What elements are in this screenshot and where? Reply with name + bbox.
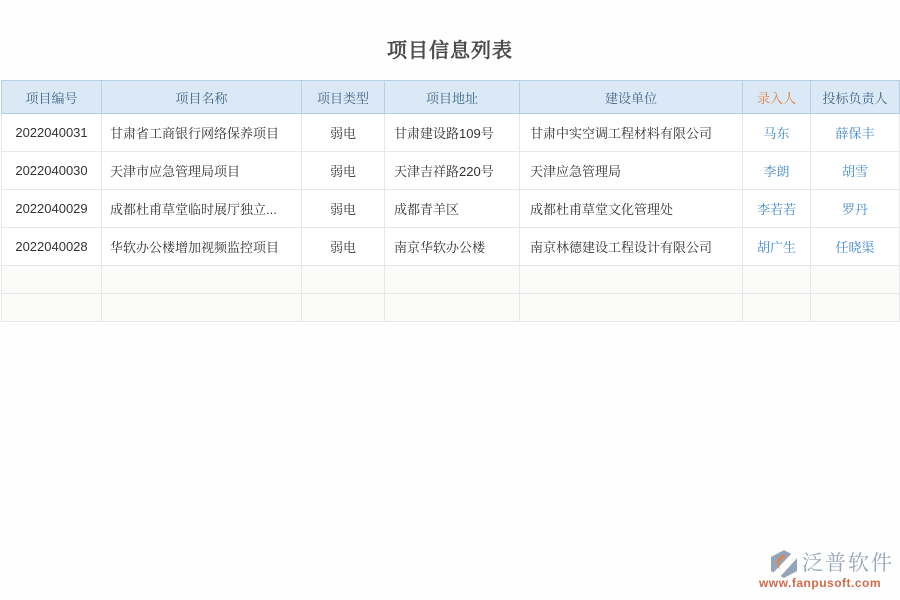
- col-header-bid-manager: 投标负责人: [811, 81, 900, 114]
- recorder-link[interactable]: 李若若: [756, 202, 796, 217]
- project-name-cell: 华软办公楼增加视频监控项目: [102, 228, 302, 266]
- project-type-cell: 弱电: [302, 152, 385, 190]
- project-address-cell: 天津吉祥路220号: [385, 152, 520, 190]
- construction-unit-cell: 甘肃中实空调工程材料有限公司: [520, 114, 743, 152]
- bid-manager-link[interactable]: 任晓渠: [835, 240, 875, 255]
- table-header-row: [2, 81, 900, 114]
- project-name-cell: 天津市应急管理局项目: [102, 152, 302, 190]
- project-no-cell: 2022040031: [2, 114, 102, 152]
- brand-name: 泛普软件: [802, 552, 894, 575]
- construction-unit-cell: 天津应急管理局: [520, 152, 743, 190]
- construction-unit-cell: 南京林德建设工程设计有限公司: [520, 228, 743, 266]
- col-header-project-address: 项目地址: [385, 81, 520, 114]
- project-info-table: [1, 80, 900, 322]
- table-row[interactable]: [2, 190, 900, 228]
- construction-unit-cell: 成都杜甫草堂文化管理处: [520, 190, 743, 228]
- project-type-cell: 弱电: [302, 228, 385, 266]
- col-header-construction-unit: 建设单位: [520, 81, 743, 114]
- recorder-link[interactable]: 马东: [763, 126, 790, 141]
- project-address-cell: 成都青羊区: [385, 190, 520, 228]
- col-header-recorder: 录入人: [743, 81, 811, 114]
- empty-row: [2, 294, 900, 322]
- project-no-cell: 2022040028: [2, 228, 102, 266]
- col-header-project-no: 项目编号: [2, 81, 102, 114]
- recorder-link[interactable]: 李朗: [763, 164, 790, 179]
- page-title: 项目信息列表: [387, 40, 513, 62]
- empty-row: [2, 266, 900, 294]
- col-header-project-type: 项目类型: [302, 81, 385, 114]
- fanpu-logo-icon: [769, 549, 799, 579]
- table-row[interactable]: [2, 152, 900, 190]
- table-row[interactable]: [2, 228, 900, 266]
- project-address-cell: 甘肃建设路109号: [385, 114, 520, 152]
- brand-url[interactable]: www.fanpusoft.com: [758, 576, 882, 590]
- recorder-link[interactable]: 胡广生: [756, 240, 796, 255]
- fanpu-watermark[interactable]: [746, 549, 894, 590]
- project-type-cell: 弱电: [302, 190, 385, 228]
- col-header-project-name: 项目名称: [102, 81, 302, 114]
- project-name-cell: 甘肃省工商银行网络保养项目: [102, 114, 302, 152]
- project-no-cell: 2022040029: [2, 190, 102, 228]
- table-row[interactable]: [2, 114, 900, 152]
- bid-manager-link[interactable]: 罗丹: [841, 202, 868, 217]
- bid-manager-link[interactable]: 薛保丰: [835, 126, 875, 141]
- project-no-cell: 2022040030: [2, 152, 102, 190]
- bid-manager-link[interactable]: 胡雪: [841, 164, 868, 179]
- project-address-cell: 南京华软办公楼: [385, 228, 520, 266]
- project-type-cell: 弱电: [302, 114, 385, 152]
- project-name-cell: 成都杜甫草堂临时展厅独立...: [102, 190, 302, 228]
